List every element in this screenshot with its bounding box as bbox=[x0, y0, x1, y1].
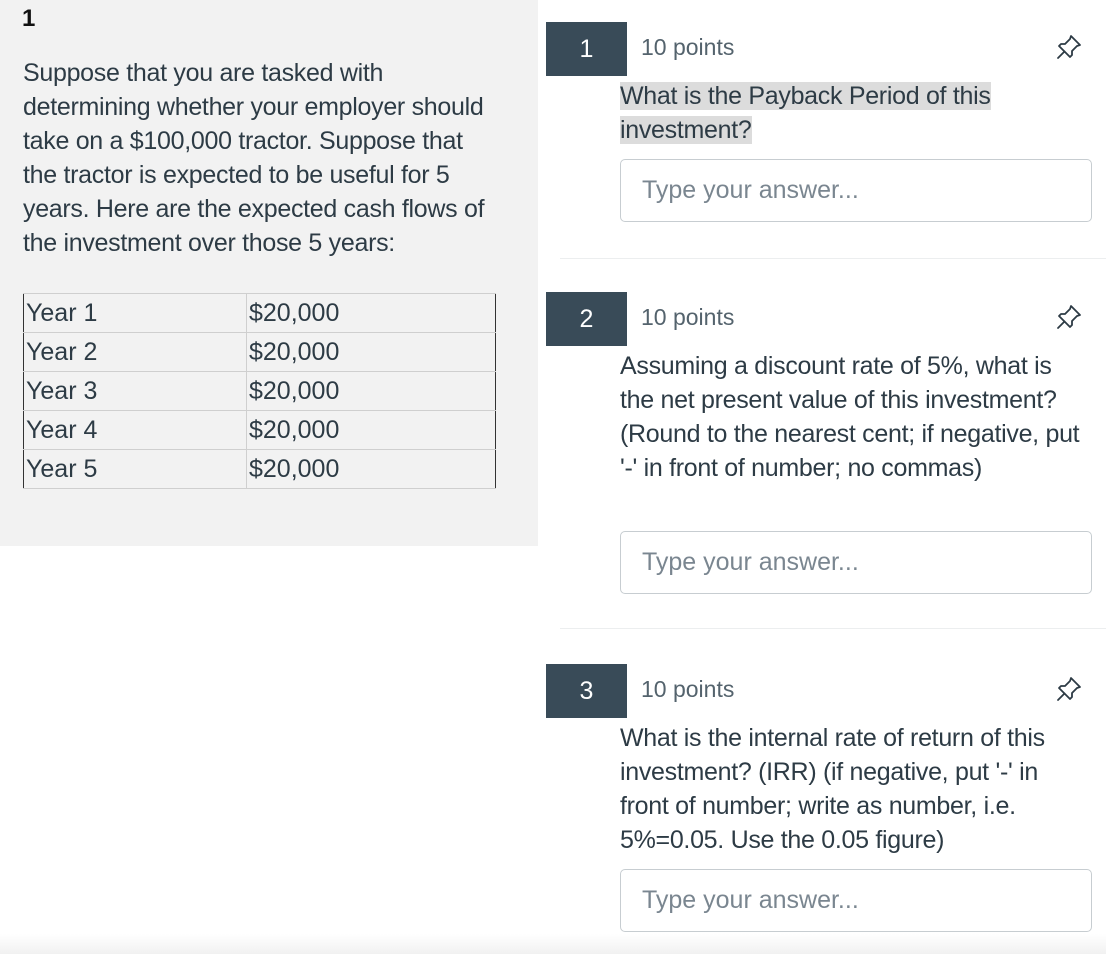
amount-cell: $20,000 bbox=[247, 450, 496, 489]
cash-flow-table bbox=[23, 293, 496, 489]
year-cell: Year 2 bbox=[24, 333, 247, 372]
question-number-badge: 1 bbox=[546, 22, 627, 76]
question-text-line: What is the Payback Period of this bbox=[620, 82, 991, 110]
year-cell: Year 1 bbox=[24, 294, 247, 333]
year-cell: Year 5 bbox=[24, 450, 247, 489]
question-text: Assuming a discount rate of 5%, what is the net present value of this investment? (Round to the nearest cent; if negative, put '-' in front of number; no commas) bbox=[620, 352, 1080, 482]
year-cell: Year 3 bbox=[24, 372, 247, 411]
pin-icon[interactable] bbox=[1054, 674, 1084, 704]
question-2 bbox=[546, 292, 1092, 602]
question-points: 10 points bbox=[641, 676, 735, 702]
question-number-badge: 3 bbox=[546, 664, 627, 718]
question-points: 10 points bbox=[641, 34, 735, 60]
question-1 bbox=[546, 22, 1092, 232]
pin-icon[interactable] bbox=[1054, 302, 1084, 332]
question-divider bbox=[560, 258, 1106, 259]
amount-cell: $20,000 bbox=[247, 294, 496, 333]
pin-icon[interactable] bbox=[1054, 32, 1084, 62]
answer-input[interactable] bbox=[620, 159, 1092, 222]
bottom-shade bbox=[0, 934, 1106, 954]
table-row bbox=[24, 450, 496, 489]
question-divider bbox=[560, 628, 1106, 629]
question-points: 10 points bbox=[641, 304, 735, 330]
answer-input[interactable] bbox=[620, 869, 1092, 932]
question-text bbox=[620, 79, 1092, 147]
question-3 bbox=[546, 664, 1092, 934]
stem-text: Suppose that you are tasked with determining whether your employer should take on a $100,000 tractor. Suppose that the tractor is expected to be useful for 5 years. Here are the expected cash flows of the investment over those 5 years: bbox=[23, 59, 485, 257]
amount-cell: $20,000 bbox=[247, 333, 496, 372]
table-row bbox=[24, 411, 496, 450]
question-stem-panel bbox=[0, 0, 538, 546]
table-row bbox=[24, 372, 496, 411]
year-cell: Year 4 bbox=[24, 411, 247, 450]
question-text: What is the internal rate of return of this investment? (IRR) (if negative, put '-' in front of number; write as number, i.e. 5%=0.05. Use the 0.05 figure) bbox=[620, 724, 1045, 854]
amount-cell: $20,000 bbox=[247, 372, 496, 411]
table-row bbox=[24, 294, 496, 333]
stem-number: 1 bbox=[22, 5, 36, 32]
question-text-line: investment? bbox=[620, 116, 752, 144]
table-row bbox=[24, 333, 496, 372]
answer-input[interactable] bbox=[620, 531, 1092, 594]
amount-cell: $20,000 bbox=[247, 411, 496, 450]
question-number-badge: 2 bbox=[546, 292, 627, 346]
